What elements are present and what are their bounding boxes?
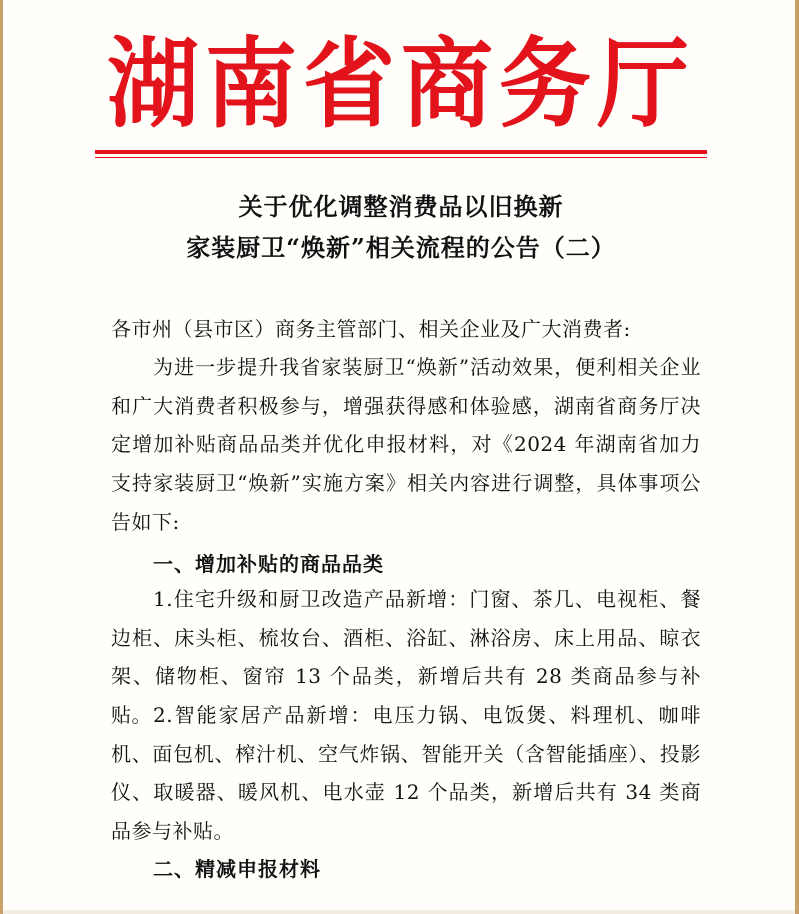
list-item-1: 1.住宅升级和厨卫改造产品新增：门窗、茶几、电视柜、餐边柜、床头柜、梳妆台、酒柜、浴缸、淋浴房、床上用品、晾衣架、储物柜、窗帘 13 个品类，新增后共有 28 类商品参与补贴。 xyxy=(111,587,701,728)
notice-title-line-1: 关于优化调整消费品以旧换新 xyxy=(238,192,564,221)
section-heading-2: 二、精减申报材料 xyxy=(153,857,321,881)
list-item-2: 2.智能家居产品新增：电压力锅、电饭煲、料理机、咖啡机、面包机、榨汁机、空气炸锅、智能开关（含智能插座）、投影仪、取暖器、暖风机、电水壶 12 个品类，新增后共有 34 类商品参与补贴。 xyxy=(111,703,701,844)
page-bottom-edge xyxy=(3,910,795,914)
notice-title-line-2: 家装厨卫“焕新”相关流程的公告（二） xyxy=(186,233,616,262)
document-page xyxy=(3,0,795,914)
letterhead-rule-thick xyxy=(95,150,707,154)
salutation: 各市州（县市区）商务主管部门、相关企业及广大消费者: xyxy=(111,317,631,341)
page-edge-right xyxy=(795,0,799,914)
letterhead-rule-thin xyxy=(95,157,707,158)
intro-paragraph: 为进一步提升我省家装厨卫“焕新”活动效果，便利相关企业和广大消费者积极参与，增强获得感和体验感，湖南省商务厅决定增加补贴商品品类并优化申报材料，对《2024 年湖南省加力支持家装厨卫“焕新”实施方案》相关内容进行调整，具体事项公告如下: xyxy=(111,355,701,534)
letterhead-title: 湖南省商务厅 xyxy=(106,26,695,142)
section-heading-1: 一、增加补贴的商品品类 xyxy=(153,552,384,576)
